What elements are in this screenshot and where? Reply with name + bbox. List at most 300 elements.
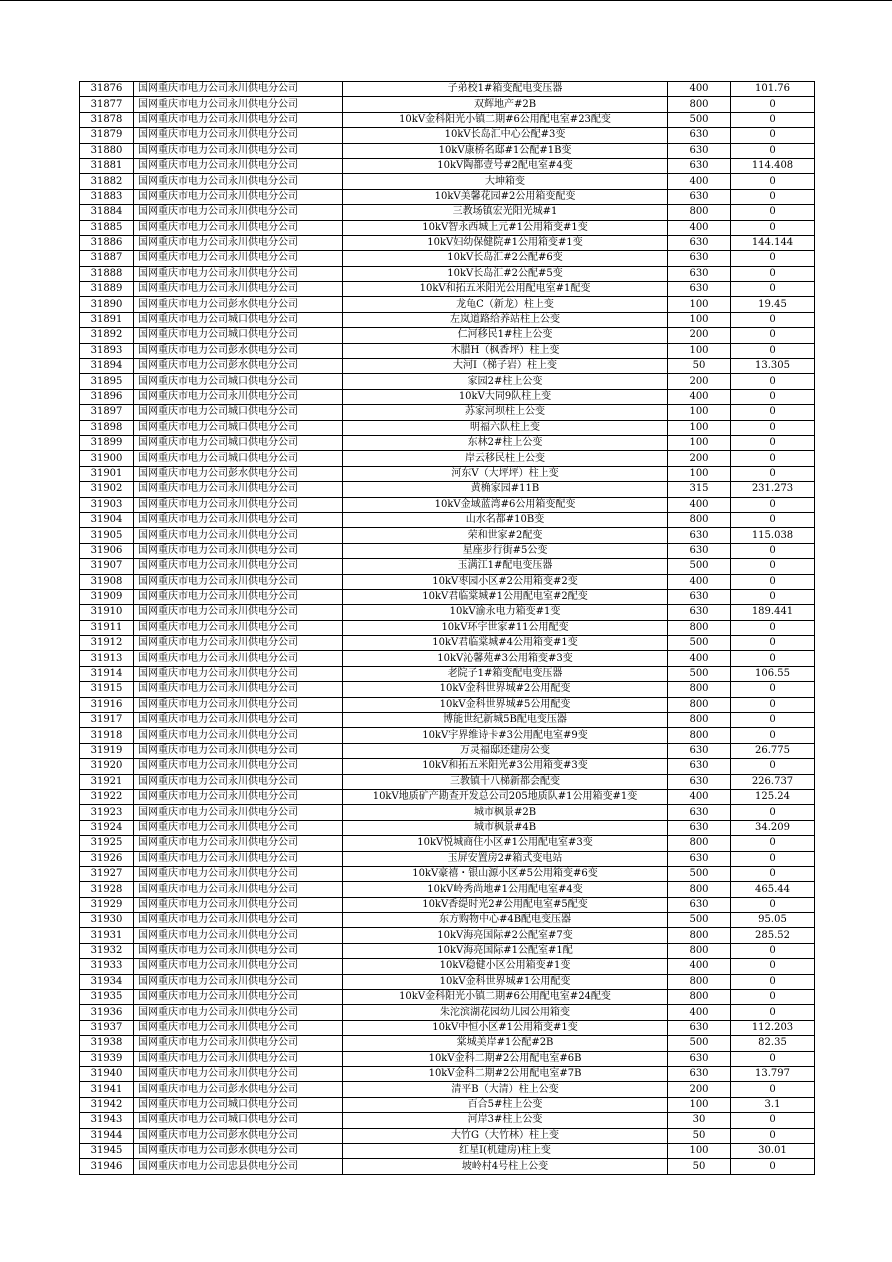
value-cell: 0	[731, 620, 815, 635]
company-cell: 国网重庆市电力公司永川供电分公司	[134, 220, 343, 235]
transformer-name-cell: 东林2#柱上公变	[343, 435, 668, 450]
capacity-cell: 200	[668, 451, 731, 466]
row-id: 31909	[80, 589, 134, 604]
capacity-cell: 50	[668, 359, 731, 374]
value-cell: 231.273	[731, 482, 815, 497]
transformer-name-cell: 10kV沁馨苑#3公用箱变#3变	[343, 651, 668, 666]
transformer-name-cell: 双辉地产#2B	[343, 97, 668, 112]
table-row	[80, 1051, 815, 1066]
value-cell: 0	[731, 1113, 815, 1128]
transformer-name-cell: 龙龟C（新龙）柱上变	[343, 297, 668, 312]
company-cell: 国网重庆市电力公司永川供电分公司	[134, 512, 343, 527]
capacity-cell: 630	[668, 235, 731, 250]
row-id: 31904	[80, 512, 134, 527]
transformer-name-cell: 10kV宇界维诗卡#3公用配电室#9变	[343, 728, 668, 743]
table-row	[80, 836, 815, 851]
company-cell: 国网重庆市电力公司永川供电分公司	[134, 728, 343, 743]
transformer-table	[79, 81, 815, 1175]
value-cell: 106.55	[731, 666, 815, 681]
capacity-cell: 100	[668, 297, 731, 312]
row-id: 31940	[80, 1067, 134, 1082]
company-cell: 国网重庆市电力公司永川供电分公司	[134, 174, 343, 189]
value-cell: 112.203	[731, 1020, 815, 1035]
row-id: 31891	[80, 312, 134, 327]
value-cell: 0	[731, 866, 815, 881]
table-row	[80, 928, 815, 943]
capacity-cell: 500	[668, 559, 731, 574]
company-cell: 国网重庆市电力公司永川供电分公司	[134, 866, 343, 881]
row-id: 31915	[80, 682, 134, 697]
row-id: 31945	[80, 1143, 134, 1158]
company-cell: 国网重庆市电力公司永川供电分公司	[134, 1036, 343, 1051]
company-cell: 国网重庆市电力公司永川供电分公司	[134, 482, 343, 497]
value-cell: 30.01	[731, 1143, 815, 1158]
company-cell: 国网重庆市电力公司永川供电分公司	[134, 820, 343, 835]
capacity-cell: 100	[668, 312, 731, 327]
row-id: 31890	[80, 297, 134, 312]
company-cell: 国网重庆市电力公司永川供电分公司	[134, 713, 343, 728]
table-row	[80, 220, 815, 235]
transformer-name-cell: 玉屏安置房2#箱式变电站	[343, 851, 668, 866]
row-id: 31906	[80, 543, 134, 558]
company-cell: 国网重庆市电力公司永川供电分公司	[134, 1067, 343, 1082]
transformer-name-cell: 河岸3#柱上公变	[343, 1113, 668, 1128]
transformer-name-cell: 朱沱滨湖花园幼儿园公用箱变	[343, 1005, 668, 1020]
capacity-cell: 630	[668, 143, 731, 158]
table-row	[80, 143, 815, 158]
transformer-name-cell: 10kV环宇世家#11公用配变	[343, 620, 668, 635]
value-cell: 0	[731, 559, 815, 574]
transformer-name-cell: 山水名都#10B变	[343, 512, 668, 527]
value-cell: 19.45	[731, 297, 815, 312]
capacity-cell: 400	[668, 574, 731, 589]
capacity-cell: 800	[668, 882, 731, 897]
value-cell: 0	[731, 805, 815, 820]
transformer-name-cell: 百合5#柱上公变	[343, 1097, 668, 1112]
capacity-cell: 400	[668, 789, 731, 804]
capacity-cell: 630	[668, 1020, 731, 1035]
row-id: 31901	[80, 466, 134, 481]
transformer-name-cell: 荣和世家#2配变	[343, 528, 668, 543]
table-row	[80, 759, 815, 774]
capacity-cell: 630	[668, 605, 731, 620]
table-row	[80, 574, 815, 589]
company-cell: 国网重庆市电力公司彭水供电分公司	[134, 359, 343, 374]
company-cell: 国网重庆市电力公司永川供电分公司	[134, 805, 343, 820]
capacity-cell: 30	[668, 1113, 731, 1128]
company-cell: 国网重庆市电力公司永川供电分公司	[134, 759, 343, 774]
table-row	[80, 959, 815, 974]
table-row	[80, 1036, 815, 1051]
company-cell: 国网重庆市电力公司彭水供电分公司	[134, 343, 343, 358]
table-row	[80, 497, 815, 512]
transformer-name-cell: 10kV悦城商住小区#1公用配电室#3变	[343, 836, 668, 851]
row-id: 31911	[80, 620, 134, 635]
transformer-name-cell: 仁河移民1#柱上公变	[343, 328, 668, 343]
capacity-cell: 630	[668, 743, 731, 758]
row-id: 31885	[80, 220, 134, 235]
row-id: 31912	[80, 636, 134, 651]
row-id: 31902	[80, 482, 134, 497]
value-cell: 34.209	[731, 820, 815, 835]
transformer-name-cell: 10kV智永西城上元#1公用箱变#1变	[343, 220, 668, 235]
table-row	[80, 897, 815, 912]
table-row	[80, 512, 815, 527]
row-id: 31877	[80, 97, 134, 112]
row-id: 31916	[80, 697, 134, 712]
capacity-cell: 315	[668, 482, 731, 497]
value-cell: 0	[731, 1159, 815, 1174]
row-id: 31932	[80, 943, 134, 958]
table-row	[80, 1143, 815, 1158]
capacity-cell: 630	[668, 528, 731, 543]
capacity-cell: 500	[668, 112, 731, 127]
row-id: 31888	[80, 266, 134, 281]
table-row	[80, 205, 815, 220]
capacity-cell: 400	[668, 1005, 731, 1020]
capacity-cell: 630	[668, 543, 731, 558]
capacity-cell: 200	[668, 1082, 731, 1097]
table-row	[80, 1020, 815, 1035]
value-cell: 0	[731, 897, 815, 912]
capacity-cell: 50	[668, 1128, 731, 1143]
capacity-cell: 400	[668, 959, 731, 974]
transformer-name-cell: 10kV中恒小区#1公用箱变#1变	[343, 1020, 668, 1035]
row-id: 31880	[80, 143, 134, 158]
row-id: 31938	[80, 1036, 134, 1051]
row-id: 31937	[80, 1020, 134, 1035]
transformer-name-cell: 大竹G（大竹林）柱上变	[343, 1128, 668, 1143]
company-cell: 国网重庆市电力公司永川供电分公司	[134, 1020, 343, 1035]
table-row	[80, 774, 815, 789]
transformer-name-cell: 10kV金域蓝湾#6公用箱变配变	[343, 497, 668, 512]
table-row	[80, 282, 815, 297]
transformer-name-cell: 大坤箱变	[343, 174, 668, 189]
transformer-name-cell: 10kV海亮国际#2公配室#7变	[343, 928, 668, 943]
capacity-cell: 630	[668, 128, 731, 143]
table-row	[80, 189, 815, 204]
table-row	[80, 543, 815, 558]
value-cell: 0	[731, 343, 815, 358]
company-cell: 国网重庆市电力公司城口供电分公司	[134, 405, 343, 420]
transformer-name-cell: 红星I(机建房)柱上变	[343, 1143, 668, 1158]
company-cell: 国网重庆市电力公司永川供电分公司	[134, 636, 343, 651]
table-row	[80, 943, 815, 958]
value-cell: 13.797	[731, 1067, 815, 1082]
table-row	[80, 1067, 815, 1082]
company-cell: 国网重庆市电力公司城口供电分公司	[134, 312, 343, 327]
capacity-cell: 500	[668, 666, 731, 681]
transformer-name-cell: 10kV海亮国际#1公配室#1配	[343, 943, 668, 958]
value-cell: 226.737	[731, 774, 815, 789]
table-row	[80, 235, 815, 250]
row-id: 31895	[80, 374, 134, 389]
transformer-name-cell: 10kV稳健小区公用箱变#1变	[343, 959, 668, 974]
transformer-name-cell: 10kV君临棠城#1公用配电室#2配变	[343, 589, 668, 604]
row-id: 31930	[80, 913, 134, 928]
transformer-name-cell: 玉满江1#配电变压器	[343, 559, 668, 574]
company-cell: 国网重庆市电力公司永川供电分公司	[134, 605, 343, 620]
row-id: 31942	[80, 1097, 134, 1112]
value-cell: 0	[731, 328, 815, 343]
value-cell: 0	[731, 836, 815, 851]
value-cell: 0	[731, 990, 815, 1005]
table-row	[80, 482, 815, 497]
company-cell: 国网重庆市电力公司永川供电分公司	[134, 1051, 343, 1066]
transformer-name-cell: 10kV美馨花园#2公用箱变配变	[343, 189, 668, 204]
capacity-cell: 500	[668, 866, 731, 881]
transformer-name-cell: 10kV长岛汇#2公配#5变	[343, 266, 668, 281]
company-cell: 国网重庆市电力公司永川供电分公司	[134, 389, 343, 404]
transformer-name-cell: 子弟校1#箱变配电变压器	[343, 82, 668, 97]
transformer-name-cell: 坡岭村4号柱上公变	[343, 1159, 668, 1174]
transformer-name-cell: 河东V（大坪坪）柱上变	[343, 466, 668, 481]
row-id: 31898	[80, 420, 134, 435]
value-cell: 101.76	[731, 82, 815, 97]
capacity-cell: 800	[668, 990, 731, 1005]
company-cell: 国网重庆市电力公司永川供电分公司	[134, 282, 343, 297]
company-cell: 国网重庆市电力公司城口供电分公司	[134, 328, 343, 343]
row-id: 31920	[80, 759, 134, 774]
table-row	[80, 420, 815, 435]
value-cell: 26.775	[731, 743, 815, 758]
table-row	[80, 820, 815, 835]
company-cell: 国网重庆市电力公司永川供电分公司	[134, 913, 343, 928]
company-cell: 国网重庆市电力公司永川供电分公司	[134, 836, 343, 851]
company-cell: 国网重庆市电力公司永川供电分公司	[134, 189, 343, 204]
value-cell: 0	[731, 1005, 815, 1020]
transformer-name-cell: 10kV枣园小区#2公用箱变#2变	[343, 574, 668, 589]
value-cell: 0	[731, 435, 815, 450]
transformer-name-cell: 10kV康桥名邸#1公配#1B变	[343, 143, 668, 158]
row-id: 31893	[80, 343, 134, 358]
value-cell: 0	[731, 943, 815, 958]
capacity-cell: 100	[668, 435, 731, 450]
capacity-cell: 500	[668, 636, 731, 651]
table-row	[80, 128, 815, 143]
company-cell: 国网重庆市电力公司永川供电分公司	[134, 697, 343, 712]
value-cell: 0	[731, 589, 815, 604]
company-cell: 国网重庆市电力公司永川供电分公司	[134, 589, 343, 604]
company-cell: 国网重庆市电力公司永川供电分公司	[134, 620, 343, 635]
capacity-cell: 630	[668, 1051, 731, 1066]
table-row	[80, 913, 815, 928]
transformer-name-cell: 10kV陶都壹号#2配电室#4变	[343, 158, 668, 173]
table-row	[80, 97, 815, 112]
company-cell: 国网重庆市电力公司永川供电分公司	[134, 1005, 343, 1020]
company-cell: 国网重庆市电力公司永川供电分公司	[134, 851, 343, 866]
capacity-cell: 500	[668, 913, 731, 928]
capacity-cell: 630	[668, 189, 731, 204]
row-id: 31946	[80, 1159, 134, 1174]
value-cell: 0	[731, 466, 815, 481]
table-row	[80, 713, 815, 728]
table-row	[80, 466, 815, 481]
value-cell: 115.038	[731, 528, 815, 543]
table-row	[80, 851, 815, 866]
row-id: 31926	[80, 851, 134, 866]
row-id: 31944	[80, 1128, 134, 1143]
capacity-cell: 400	[668, 220, 731, 235]
value-cell: 0	[731, 713, 815, 728]
capacity-cell: 400	[668, 497, 731, 512]
value-cell: 0	[731, 128, 815, 143]
transformer-name-cell: 星座步行街#5公变	[343, 543, 668, 558]
value-cell: 0	[731, 205, 815, 220]
transformer-name-cell: 10kV金科阳光小镇二期#6公用配电室#24配变	[343, 990, 668, 1005]
capacity-cell: 100	[668, 1097, 731, 1112]
capacity-cell: 630	[668, 805, 731, 820]
transformer-name-cell: 家园2#柱上公变	[343, 374, 668, 389]
table-row	[80, 82, 815, 97]
transformer-name-cell: 10kV地质矿产勘查开发总公司205地质队#1公用箱变#1变	[343, 789, 668, 804]
value-cell: 465.44	[731, 882, 815, 897]
company-cell: 国网重庆市电力公司永川供电分公司	[134, 235, 343, 250]
value-cell: 13.305	[731, 359, 815, 374]
table-row	[80, 589, 815, 604]
company-cell: 国网重庆市电力公司彭水供电分公司	[134, 1143, 343, 1158]
transformer-name-cell: 10kV金科世界城#5公用配变	[343, 697, 668, 712]
company-cell: 国网重庆市电力公司永川供电分公司	[134, 897, 343, 912]
row-id: 31900	[80, 451, 134, 466]
value-cell: 0	[731, 1051, 815, 1066]
table-row	[80, 697, 815, 712]
value-cell: 0	[731, 189, 815, 204]
row-id: 31914	[80, 666, 134, 681]
value-cell: 0	[731, 97, 815, 112]
capacity-cell: 400	[668, 389, 731, 404]
table-row	[80, 297, 815, 312]
transformer-name-cell: 棠城美岸#1公配#2B	[343, 1036, 668, 1051]
table-row	[80, 990, 815, 1005]
row-id: 31936	[80, 1005, 134, 1020]
company-cell: 国网重庆市电力公司城口供电分公司	[134, 1113, 343, 1128]
table-row	[80, 666, 815, 681]
value-cell: 0	[731, 312, 815, 327]
table-row	[80, 1005, 815, 1020]
row-id: 31941	[80, 1082, 134, 1097]
company-cell: 国网重庆市电力公司永川供电分公司	[134, 251, 343, 266]
value-cell: 0	[731, 282, 815, 297]
company-cell: 国网重庆市电力公司彭水供电分公司	[134, 297, 343, 312]
value-cell: 0	[731, 112, 815, 127]
company-cell: 国网重庆市电力公司永川供电分公司	[134, 112, 343, 127]
capacity-cell: 100	[668, 1143, 731, 1158]
table-row	[80, 974, 815, 989]
capacity-cell: 100	[668, 466, 731, 481]
table-row	[80, 1097, 815, 1112]
company-cell: 国网重庆市电力公司永川供电分公司	[134, 666, 343, 681]
value-cell: 0	[731, 389, 815, 404]
row-id: 31882	[80, 174, 134, 189]
row-id: 31931	[80, 928, 134, 943]
company-cell: 国网重庆市电力公司永川供电分公司	[134, 128, 343, 143]
value-cell: 95.05	[731, 913, 815, 928]
company-cell: 国网重庆市电力公司彭水供电分公司	[134, 466, 343, 481]
table-row	[80, 112, 815, 127]
company-cell: 国网重庆市电力公司永川供电分公司	[134, 143, 343, 158]
row-id: 31925	[80, 836, 134, 851]
row-id: 31876	[80, 82, 134, 97]
transformer-name-cell: 10kV香缇时光2#公用配电室#5配变	[343, 897, 668, 912]
row-id: 31934	[80, 974, 134, 989]
row-id: 31894	[80, 359, 134, 374]
transformer-name-cell: 苏家河坝柱上公变	[343, 405, 668, 420]
value-cell: 0	[731, 1082, 815, 1097]
transformer-name-cell: 城市枫景#2B	[343, 805, 668, 820]
table-row	[80, 682, 815, 697]
capacity-cell: 50	[668, 1159, 731, 1174]
value-cell: 0	[731, 574, 815, 589]
row-id: 31922	[80, 789, 134, 804]
value-cell: 0	[731, 451, 815, 466]
row-id: 31943	[80, 1113, 134, 1128]
capacity-cell: 630	[668, 1067, 731, 1082]
value-cell: 0	[731, 759, 815, 774]
row-id: 31899	[80, 435, 134, 450]
transformer-name-cell: 清平B（大清）柱上公变	[343, 1082, 668, 1097]
transformer-name-cell: 10kV大同9队柱上变	[343, 389, 668, 404]
capacity-cell: 100	[668, 420, 731, 435]
capacity-cell: 800	[668, 974, 731, 989]
company-cell: 国网重庆市电力公司永川供电分公司	[134, 651, 343, 666]
transformer-name-cell: 10kV金科阳光小镇二期#6公用配电室#23配变	[343, 112, 668, 127]
transformer-name-cell: 三教镇十八梯新都会配变	[343, 774, 668, 789]
transformer-name-cell: 10kV和拓五米阳光#3公用箱变#3变	[343, 759, 668, 774]
capacity-cell: 500	[668, 1036, 731, 1051]
table-row	[80, 251, 815, 266]
row-id: 31908	[80, 574, 134, 589]
table-row	[80, 266, 815, 281]
row-id: 31923	[80, 805, 134, 820]
value-cell: 0	[731, 728, 815, 743]
transformer-name-cell: 城市枫景#4B	[343, 820, 668, 835]
value-cell: 0	[731, 543, 815, 558]
table-row	[80, 174, 815, 189]
capacity-cell: 800	[668, 620, 731, 635]
company-cell: 国网重庆市电力公司彭水供电分公司	[134, 1082, 343, 1097]
row-id: 31928	[80, 882, 134, 897]
table-row	[80, 605, 815, 620]
page-top-rule	[0, 0, 892, 1]
row-id: 31903	[80, 497, 134, 512]
capacity-cell: 400	[668, 174, 731, 189]
value-cell: 285.52	[731, 928, 815, 943]
capacity-cell: 400	[668, 82, 731, 97]
table-row	[80, 343, 815, 358]
company-cell: 国网重庆市电力公司永川供电分公司	[134, 528, 343, 543]
row-id: 31881	[80, 158, 134, 173]
company-cell: 国网重庆市电力公司彭水供电分公司	[134, 1128, 343, 1143]
transformer-name-cell: 黄桷家园#11B	[343, 482, 668, 497]
capacity-cell: 100	[668, 343, 731, 358]
row-id: 31918	[80, 728, 134, 743]
row-id: 31887	[80, 251, 134, 266]
row-id: 31927	[80, 866, 134, 881]
transformer-name-cell: 老院子1#箱变配电变压器	[343, 666, 668, 681]
row-id: 31892	[80, 328, 134, 343]
company-cell: 国网重庆市电力公司永川供电分公司	[134, 543, 343, 558]
row-id: 31939	[80, 1051, 134, 1066]
transformer-name-cell: 木腊H（枫香坪）柱上变	[343, 343, 668, 358]
company-cell: 国网重庆市电力公司永川供电分公司	[134, 82, 343, 97]
row-id: 31929	[80, 897, 134, 912]
table-row	[80, 866, 815, 881]
transformer-name-cell: 10kV豪禧・银山源小区#5公用箱变#6变	[343, 866, 668, 881]
transformer-name-cell: 10kV妇幼保健院#1公用箱变#1变	[343, 235, 668, 250]
value-cell: 125.24	[731, 789, 815, 804]
row-id: 31907	[80, 559, 134, 574]
